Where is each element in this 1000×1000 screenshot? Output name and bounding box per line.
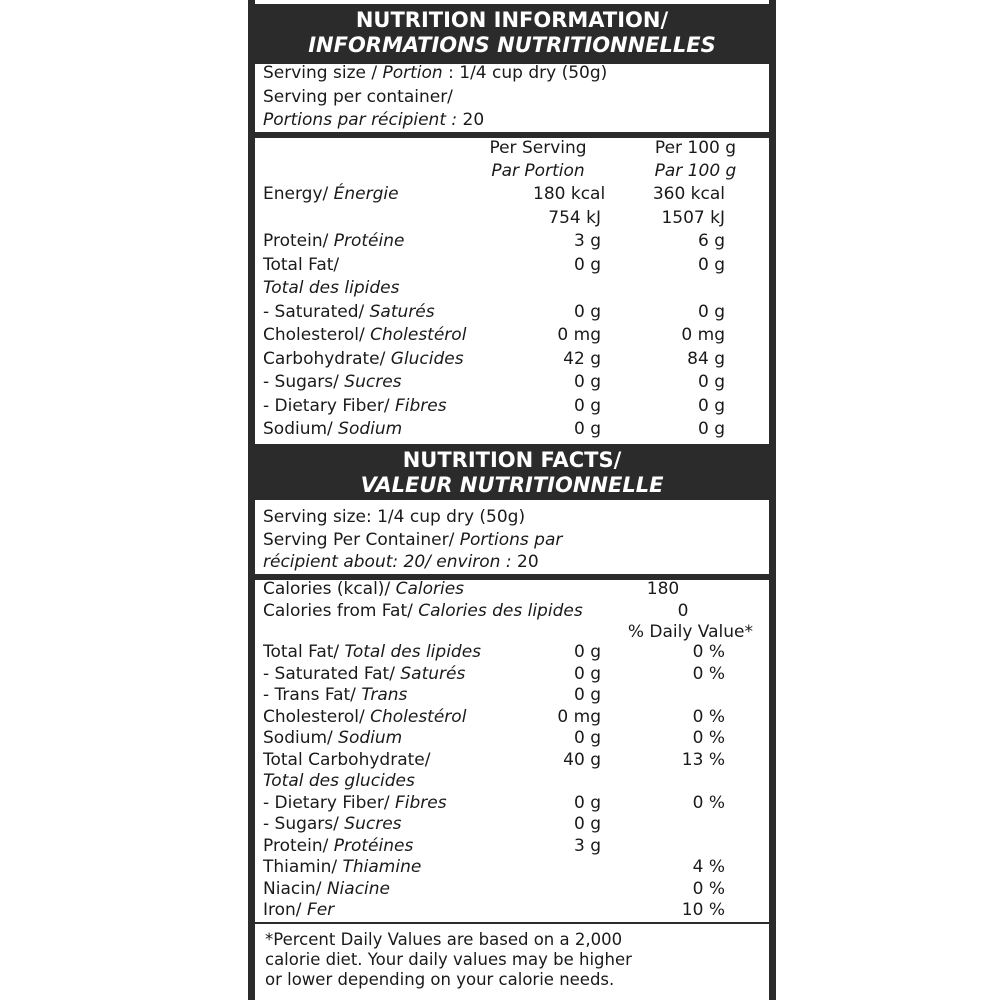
nutrient-label: Iron/ — [263, 900, 307, 920]
footnote-line-2: calorie diet. Your daily values may be higher — [265, 950, 632, 969]
serving-size-value: : 1/4 cup dry (50g) — [442, 63, 608, 83]
nutrient-label-fr: Glucides — [390, 348, 464, 369]
nutrient-amount: 3 g — [573, 835, 601, 856]
nutrient-label-fr: Cholestérol — [370, 706, 467, 727]
footnote-line-3: or lower depending on your calorie needs. — [265, 970, 615, 989]
facts-servings-label: Serving Per Container/ — [263, 530, 460, 550]
nutrient-amount: 0 mg — [557, 706, 601, 727]
daily-value-header: % Daily Value* — [627, 622, 753, 642]
nutrient-amount: 3 g — [573, 231, 601, 251]
nutrient-amount: 180 kcal — [533, 184, 606, 204]
nutrient-label: Sodium/ — [263, 419, 339, 439]
nutrient-value-2: 0 g — [697, 395, 725, 416]
calories-fat-value: 0 — [677, 601, 689, 621]
nutrient-label-fr: Protéines — [333, 835, 414, 856]
nutrient-label-fr: Sucres — [344, 814, 402, 834]
nutrient-label: Total Fat/ — [263, 642, 345, 662]
nutrient-value-2: 84 g — [687, 348, 725, 369]
calories-fat-label-fr: Calories des lipides — [418, 601, 583, 621]
facts-servings-label-fr-2: récipient about: 20/ environ : — [263, 552, 517, 572]
nutrition-label — [248, 0, 776, 1000]
nutrient-value-2: 6 g — [697, 231, 725, 251]
footnote — [265, 930, 759, 990]
nutrient-label: Total Fat/ — [263, 254, 340, 275]
nutrient-amount: 0 g — [573, 814, 601, 834]
nutrient-label-fr: Saturés — [369, 301, 435, 322]
nutrient-label: - Sugars/ — [263, 814, 345, 834]
nutrient-amount: 0 mg — [557, 325, 601, 345]
nutrient-label: - Dietary Fiber/ — [263, 395, 395, 416]
nutrient-amount: 0 g — [573, 254, 601, 275]
nutrient-value-2: 0 g — [697, 301, 725, 322]
nutrient-value-2: 0 % — [692, 792, 725, 813]
nutrient-label: Cholesterol/ — [263, 706, 371, 727]
nutrient-label-fr: Fibres — [394, 395, 447, 416]
nutrient-label: - Dietary Fiber/ — [263, 792, 395, 813]
nutrient-value-2: 10 % — [681, 900, 725, 920]
nutrient-label: Sodium/ — [263, 728, 339, 748]
facts-title-en: NUTRITION FACTS/ — [402, 448, 622, 472]
calories-label-fr: Calories — [395, 579, 465, 599]
nutrition-facts-header — [255, 444, 769, 500]
nutrient-value-2: 0 % — [692, 878, 725, 899]
nutrient-amount: 0 g — [573, 419, 601, 439]
footnote-divider — [255, 922, 769, 924]
nutrient-value-2: 0 % — [692, 642, 725, 662]
nutrient-label-fr: Sodium — [338, 419, 403, 439]
nutrient-label-fr: Trans — [361, 685, 408, 705]
nutrient-label-fr: Total des glucides — [263, 771, 415, 791]
nutrient-label: Energy/ — [263, 184, 334, 204]
nutrient-amount: 0 g — [573, 301, 601, 322]
nutrient-label: - Saturated/ — [263, 301, 370, 322]
nutrient-label: Carbohydrate/ — [263, 348, 391, 369]
nutrient-label: Protein/ — [263, 835, 334, 856]
nutrient-amount: 42 g — [563, 348, 601, 369]
nutrient-label: Cholesterol/ — [263, 325, 371, 345]
nutrient-label: - Saturated Fat/ — [263, 663, 401, 684]
serving-size-label: Serving size / — [263, 63, 383, 83]
par-portion-header: Par Portion — [491, 161, 585, 181]
nutrient-label-fr: Fibres — [394, 792, 447, 813]
nutrient-label: Total Carbohydrate/ — [263, 749, 431, 770]
nutrient-label-fr: Cholestérol — [370, 325, 467, 345]
servings-value: 20 — [462, 110, 485, 130]
nutrient-amount: 0 g — [573, 685, 601, 705]
header-title-fr: INFORMATIONS NUTRITIONNELLES — [308, 33, 716, 57]
nutrient-amount: 754 kJ — [548, 207, 601, 228]
nutrient-label-fr: Protéine — [333, 231, 405, 251]
facts-title-fr: VALEUR NUTRITIONNELLE — [360, 473, 664, 497]
nutrient-amount: 40 g — [563, 749, 601, 770]
par-100g-header: Par 100 g — [654, 161, 737, 181]
nutrient-label-fr: Total des lipides — [263, 278, 400, 298]
footnote-line-1: *Percent Daily Values are based on a 2,000 — [265, 930, 623, 949]
nutrient-value-2: 1507 kJ — [661, 207, 725, 228]
nutrient-value-2: 4 % — [692, 857, 725, 877]
nutrient-amount: 0 g — [573, 395, 601, 416]
nutrient-label: Niacin/ — [263, 878, 327, 899]
calories-label: Calories (kcal)/ — [263, 579, 396, 599]
nutrition-information-header — [255, 4, 769, 64]
per-100g-header: Per 100 g — [654, 138, 737, 158]
nutrient-label: - Sugars/ — [263, 372, 345, 392]
servings-label: Serving per container/ — [263, 87, 453, 107]
nutrient-label-fr: Énergie — [333, 184, 399, 204]
nutrient-label: Protein/ — [263, 231, 334, 251]
nutrient-label: - Trans Fat/ — [263, 685, 362, 705]
nutrient-value-2: 0 % — [692, 663, 725, 684]
nutrient-label-fr: Total des lipides — [344, 642, 482, 662]
nutrient-label-fr: Saturés — [400, 663, 466, 684]
facts-servings-value: 20 — [517, 552, 539, 572]
nutrient-label-fr: Sucres — [344, 372, 402, 392]
facts-serving-size: Serving size: 1/4 cup dry (50g) — [263, 507, 526, 527]
nutrient-value-2: 0 mg — [681, 325, 725, 345]
nutrient-value-2: 13 % — [681, 749, 725, 770]
nutrient-label-fr: Thiamine — [342, 857, 422, 877]
nutrient-amount: 0 g — [573, 728, 601, 748]
nutrient-amount: 0 g — [573, 372, 601, 392]
nutrient-value-2: 360 kcal — [652, 184, 725, 204]
nutrient-label: Thiamin/ — [263, 857, 343, 877]
nutrient-value-2: 0 g — [697, 254, 725, 275]
serving-size-label-fr: Portion — [382, 63, 443, 83]
nutrient-value-2: 0 % — [692, 728, 725, 748]
nutrient-amount: 0 g — [573, 663, 601, 684]
nutrient-label-fr: Niacine — [326, 878, 391, 899]
nutrient-label-fr: Fer — [306, 900, 335, 920]
nutrient-amount: 0 g — [573, 792, 601, 813]
facts-servings-label-fr: Portions par — [459, 530, 563, 550]
nutrient-amount: 0 g — [573, 642, 601, 662]
per-serving-header: Per Serving — [489, 138, 587, 158]
nutrient-value-2: 0 g — [697, 419, 725, 439]
nutrient-label-fr: Sodium — [338, 728, 403, 748]
nutrient-value-2: 0 g — [697, 372, 725, 392]
header-title-en: NUTRITION INFORMATION/ — [355, 8, 669, 32]
calories-fat-label: Calories from Fat/ — [263, 601, 419, 621]
nutrient-value-2: 0 % — [692, 706, 725, 727]
calories-value: 180 — [646, 579, 680, 599]
servings-label-fr: Portions par récipient : — [263, 110, 463, 130]
